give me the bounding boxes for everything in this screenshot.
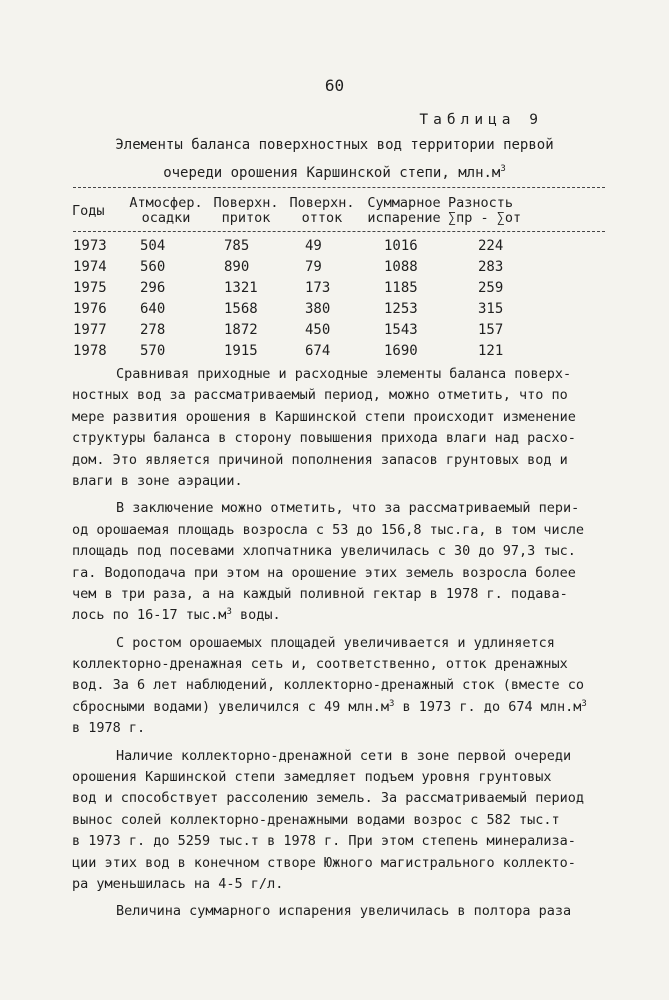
cell-outflow: 49 [305,238,322,254]
cell-difference: 224 [478,238,504,254]
header-inflow-line2: приток [221,210,271,226]
cell-outflow: 79 [305,259,322,275]
superscript: 3 [581,698,587,709]
cell-evaporation: 1088 [384,259,418,275]
table-row [0,343,669,364]
paragraph-line: вод. За 6 лет наблюдений, коллекторно-дренажный сток (вместе со [72,677,585,694]
cell-outflow: 450 [305,322,331,338]
header-evaporation-line2: испарение [367,210,441,226]
paragraph-text: лось по 16-17 тыс.м [72,607,227,624]
cell-atmospheric: 640 [140,301,166,317]
paragraph-line: структуры баланса в сторону повышения прихода влаги над расхо- [72,430,576,447]
cell-inflow: 1568 [224,301,258,317]
superscript: 3 [226,607,232,618]
cell-difference: 259 [478,280,504,296]
paragraph-line: Сравнивая приходные и расходные элементы баланса поверх- [116,366,572,382]
paragraph-line: площадь под посевами хлопчатника увеличилась с 30 до 97,3 тыс. [72,543,576,560]
table-row [0,238,669,259]
cell-difference: 157 [478,322,504,338]
table-top-rule [73,187,605,188]
cell-inflow: 785 [224,238,250,254]
superscript: 3 [388,698,395,709]
cell-evaporation: 1253 [384,301,418,317]
header-outflow-line1: Поверхн. [289,195,355,211]
paragraph-line: мере развития орошения в Каршинской степи происходит изменение [72,408,576,425]
paragraph-text: в 1973 г. до 674 млн.м [394,698,582,715]
header-difference-line2: ∑пр - ∑от [448,210,522,226]
table-row [0,301,669,322]
body-text [72,364,612,923]
paragraph-line: С ростом орошаемых площадей увеличивается и удлиняется [116,634,555,651]
cell-difference: 315 [478,301,504,317]
header-difference [448,196,558,226]
cell-year: 1977 [73,322,107,338]
paragraph-line: в 1973 г. до 5259 тыс.т в 1978 г. При этом степень минерализа- [72,833,576,850]
table-label: Таблица 9 [419,112,543,128]
paragraph-line: чем в три раза, а на каждый поливной гектар в 1978 г. подава- [72,585,568,602]
paragraph-line: вынос солей коллекторно-дренажными водами возрос с 582 тыс.т [72,811,560,828]
header-atmospheric [122,196,210,226]
paragraph-line: Наличие коллекторно-дренажной сети в зоне первой очереди [116,747,572,764]
paragraph-line: ра уменьшилась на 4-5 г/л. [72,875,284,892]
paragraph-text: сбросными водами) увеличился с 49 млн.м [72,698,389,715]
paragraph-line: в 1978 г. [72,720,146,737]
paragraph-line: дом. Это является причиной пополнения запасов грунтовых вод и [72,451,568,468]
header-outflow-line2: отток [301,210,343,226]
table-caption [0,133,669,185]
paragraph-line: ции этих вод в конечном створе Южного магистрального коллекто- [72,854,576,871]
cell-evaporation: 1185 [384,280,418,296]
cell-atmospheric: 504 [140,238,166,254]
paragraph-line: од орошаемая площадь возросла с 53 до 156,8 тыс.га, в том числе [72,521,585,538]
header-outflow [284,196,360,226]
caption-line-2-text: очереди орошения Каршинской степи, млн.м [163,165,501,181]
cell-outflow: 674 [305,343,331,359]
caption-line-1: Элементы баланса поверхностных вод территории первой [115,137,554,153]
paragraph-line: влаги в зоне аэрации. [72,472,243,489]
cell-difference: 121 [478,343,504,359]
cell-year: 1974 [73,259,107,275]
caption-superscript: 3 [500,164,506,174]
header-difference-line1: Разность [448,195,514,211]
cell-evaporation: 1016 [384,238,418,254]
paragraph-line: Величина суммарного испарения увеличилась в полтора раза [116,903,572,920]
table-row [0,322,669,343]
cell-atmospheric: 570 [140,343,166,359]
paragraph-line: коллекторно-дренажная сеть и, соответственно, отток дренажных [72,656,568,673]
paragraph-line: ностных вод за рассматриваемый период, можно отметить, что по [72,387,568,404]
cell-inflow: 890 [224,259,250,275]
cell-atmospheric: 560 [140,259,166,275]
table-row [0,280,669,301]
paragraph-line: вод и способствует рассолению земель. За рассматриваемый период [72,790,585,807]
table-row [0,259,669,280]
cell-outflow: 173 [305,280,331,296]
header-atmospheric-line2: осадки [141,210,191,226]
cell-inflow: 1872 [224,322,258,338]
cell-year: 1978 [73,343,107,359]
paragraph-line: орошения Каршинской степи замедляет подъем уровня грунтовых [72,769,552,786]
header-evaporation [362,196,446,226]
cell-inflow: 1915 [224,343,258,359]
cell-year: 1976 [73,301,107,317]
header-atmospheric-line1: Атмосфер. [129,195,203,211]
cell-inflow: 1321 [224,280,258,296]
paragraph-line [72,697,612,718]
cell-atmospheric: 296 [140,280,166,296]
header-inflow [206,196,286,226]
header-year: Годы [72,203,105,219]
cell-year: 1975 [73,280,107,296]
paragraph-line: В заключение можно отметить, что за рассматриваемый пери- [116,500,580,517]
cell-year: 1973 [73,238,107,254]
cell-outflow: 380 [305,301,331,317]
paragraph-line: га. Водоподача при этом на орошение этих земель возросла более [72,564,576,581]
header-evaporation-line1: Суммарное [367,195,441,211]
table-header-rule [73,231,605,232]
paragraph-line [72,605,612,626]
caption-line-2 [0,157,669,185]
header-inflow-line1: Поверхн. [213,195,279,211]
cell-evaporation: 1543 [384,322,418,338]
paragraph-text: воды. [231,607,281,624]
cell-atmospheric: 278 [140,322,166,338]
page-number: 60 [324,76,345,95]
cell-difference: 283 [478,259,504,275]
cell-evaporation: 1690 [384,343,418,359]
